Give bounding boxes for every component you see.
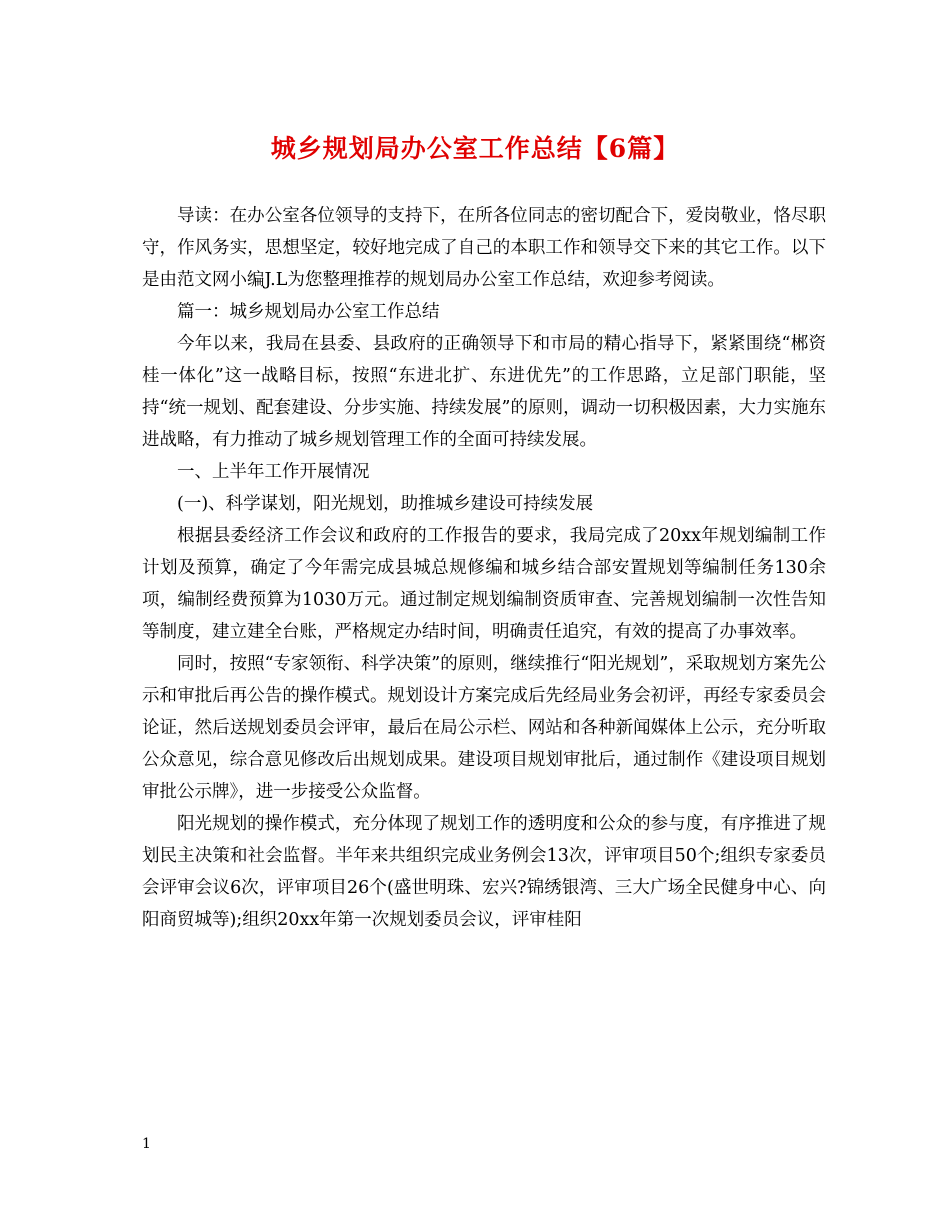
paragraph-section-heading: 篇一：城乡规划局办公室工作总结 <box>177 302 440 322</box>
paragraph-operation-mode: 阳光规划的操作模式，充分体现了规划工作的透明度和公众的参与度，有序推进了规划民主决策和社会监督。半年来共组织完成业务例会13次，评审项目50个;组织专家委员会评审会议6次，评审项目26个(盛世明珠、宏兴?锦绣银湾、三大广场全民健身中心、向阳商贸城等);组织20xx年第一次规划委员会议，评审桂阳 <box>142 814 826 930</box>
document-title: 城乡规划局办公室工作总结【6篇】 <box>270 134 680 163</box>
paragraph-sunshine-planning: 同时，按照“专家领衔、科学决策”的原则，继续推行“阳光规划”，采取规划方案先公示和审批后再公告的操作模式。规划设计方案完成后先经局业务会初评，再经专家委员会论证，然后送规划委员会评审，最后在局公示栏、网站和各种新闻媒体上公示，充分听取公众意见，综合意见修改后出规划成果。建设项目规划审批后，通过制作《建设项目规划审批公示牌》，进一步接受公众监督。 <box>142 654 826 802</box>
paragraph-heading-first-half: 一、上半年工作开展情况 <box>177 462 370 482</box>
page-number: 1 <box>142 1136 151 1152</box>
paragraph-subheading-planning: (一)、科学谋划，阳光规划，助推城乡建设可持续发展 <box>177 494 594 514</box>
paragraph-overview: 今年以来，我局在县委、县政府的正确领导下和市局的精心指导下，紧紧围绕“郴资桂一体化”这一战略目标，按照“东进北扩、东进优先”的工作思路，立足部门职能，坚持“统一规划、配套建设、分步实施、持续发展”的原则，调动一切积极因素，大力实施东进战略，有力推动了城乡规划管理工作的全面可持续发展。 <box>142 334 826 450</box>
document-body <box>142 200 826 936</box>
paragraph-intro: 导读：在办公室各位领导的支持下，在所各位同志的密切配合下，爱岗敬业，恪尽职守，作风务实，思想坚定，较好地完成了自己的本职工作和领导交下来的其它工作。以下是由范文网小编J.L为您整理推荐的规划局办公室工作总结，欢迎参考阅读。 <box>142 206 826 290</box>
paragraph-planning-tasks: 根据县委经济工作会议和政府的工作报告的要求，我局完成了20xx年规划编制工作计划及预算，确定了今年需完成县城总规修编和城乡结合部安置规划等编制任务130余项，编制经费预算为1030万元。通过制定规划编制资质审查、完善规划编制一次性告知等制度，建立建全台账，严格规定办结时间，明确责任追究，有效的提高了办事效率。 <box>142 526 826 642</box>
